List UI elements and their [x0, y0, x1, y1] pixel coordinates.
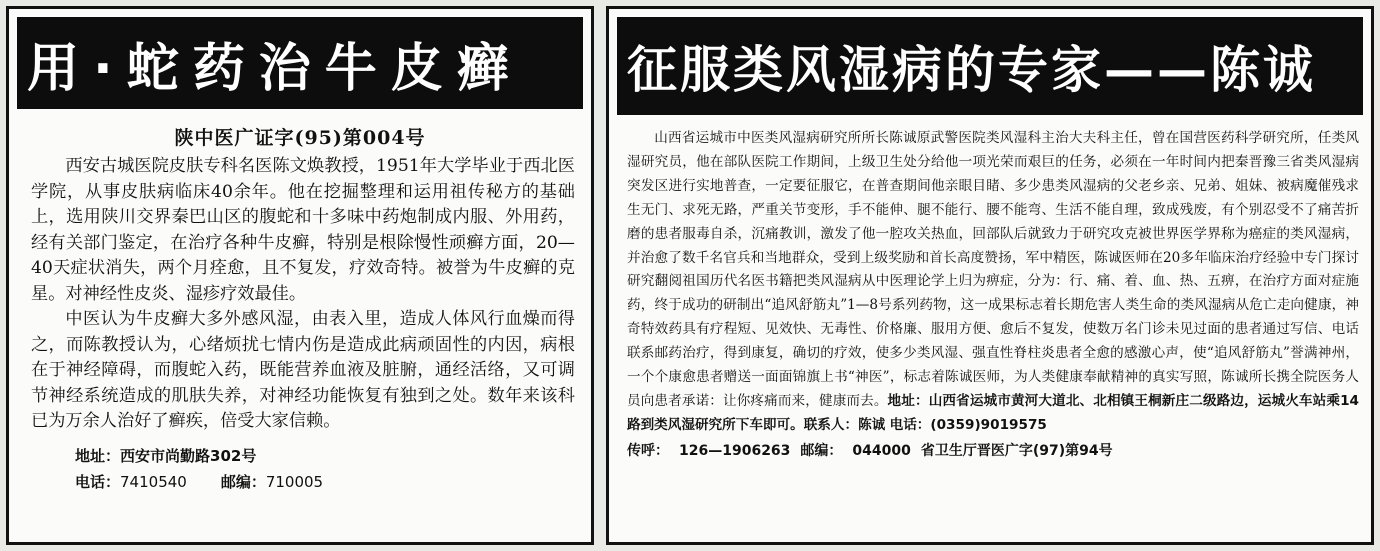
psoriasis-ad-phone-label: 电话： [75, 472, 121, 491]
rheumatism-ad-body [609, 115, 1371, 438]
rheumatism-ad-license: 省卫生厅晋医广字(97)第94号 [920, 442, 1113, 459]
rheumatism-ad-address: 山西省运城市黄河大道北、北相镇王桐新庄二级路边，运城火车站乘14路到类风湿研究所下车即可。 [627, 392, 1359, 433]
rheumatism-ad-pager-label: 传呼： [627, 442, 669, 459]
rheumatism-ad-pager: 126—1906263 [679, 442, 791, 459]
psoriasis-ad-body [9, 150, 591, 435]
rheumatism-ad-paragraph-text: 山西省运城市中医类风湿病研究所所长陈诚原武警医院类风湿科主治大夫科主任，曾在国营医药科学研究所，任类风湿研究员，他在部队医院工作期间，上级卫生处分给他一项光荣而艰巨的任务，必须在一年时间内把秦晋豫三省类风湿病突发区进行实地普查，一定要征服它，在普查期间他亲眼目睹、多少患类风湿病的父老乡亲、兄弟、姐妹、被病魔催残求生无门、求死无路，严重关节变形，手不能伸、腿不能行、腰不能弯、生活不能自理，致成残废，有个别忍受不了痛苦折磨的患者服毒自杀，沉痛教训，激发了他一腔攻关热血，回部队后就致力于研究攻克被世界医学界称为癌症的类风湿病，并治愈了数千名官兵和当地群众，受到上级奖励和首长高度赞扬，军中精医，陈诚医师在20多年临床治疗经验中专门探讨研究翻阅祖国历代名医书籍把类风湿病从中医理论学上归为痹症，分为：行、痛、着、血、热、五痹，在治疗方面对症施药，终于成功的研制出“追风舒筋丸”1—8号系列药物，这一成果标志着长期危害人类生命的类风湿病从危亡走向健康，神奇特效药具有疗程短、见效快、无毒性、价格廉、服用方便、愈后不复发，使数万名门诊未见过面的患者通过写信、电话联系邮药治疗，得到康复，确切的疗效，使多少类风湿、强直性脊柱炎患者全愈的感激心声，使“追风舒筋丸”誉满神州，一个个康愈患者赠送一面面锦旗上书“神医”，标志着陈诚医师，为人类健康奉献精神的真实写照，陈诚所长携全院医务人员向患者承诺：让你疼痛而来，健康而去。 [627, 130, 1359, 409]
psoriasis-ad-postcode: 710005 [265, 472, 324, 491]
rheumatism-ad-headline: 征服类风湿病的专家——陈诚 [617, 17, 1363, 115]
rheumatism-ad-address-label: 地址： [887, 392, 929, 409]
rheumatism-ad-footer [609, 438, 1371, 460]
rheumatism-ad [606, 6, 1374, 545]
psoriasis-ad-phone: 7410540 [120, 472, 187, 491]
rheumatism-ad-phone: (0359)9019575 [930, 416, 1047, 433]
rheumatism-ad-contact: 陈诚 [858, 416, 886, 433]
psoriasis-ad-address-row [75, 443, 591, 469]
psoriasis-ad-address-label: 地址： [75, 446, 121, 465]
psoriasis-ad-phone-row [75, 469, 591, 495]
psoriasis-ad-paragraph-2: 中医认为牛皮癣大多外感风湿，由表入里，造成人体风行血燥而得之，而陈教授认为，心绪烦扰七情内伤是造成此病顽固性的内因，病根在于神经障碍，而腹蛇入药，既能营养血液及脏腑，通经活络，又可调节神经系统造成的肌肤失养，对神经功能恢复有独到之处。数年来该科已为万余人治好了癣疾，倍受大家信赖。 [31, 309, 575, 431]
psoriasis-ad-paragraph-1: 西安古城医院皮肤专科名医陈文焕教授，1951年大学毕业于西北医学院，从事皮肤病临床40余年。他在挖掘整理和运用祖传秘方的基础上，选用陕川交界秦巴山区的腹蛇和十多味中药炮制成内服、外用药，经有关部门鉴定，在治疗各种牛皮癣，特别是根除慢性顽癣方面，20—40天症状消失，两个月痊愈，且不复发，疗效奇特。被誉为牛皮癣的克星。对神经性皮炎、湿疹疗效最佳。 [31, 156, 575, 304]
rheumatism-ad-paragraph [627, 127, 1359, 438]
psoriasis-ad-headline: 用·蛇药治牛皮癣 [17, 17, 583, 109]
psoriasis-ad [6, 6, 594, 545]
psoriasis-ad-contact [9, 435, 591, 495]
rheumatism-ad-phone-label: 电话： [889, 416, 931, 433]
psoriasis-ad-license: 陕中医广证字(95)第004号 [174, 127, 426, 149]
psoriasis-ad-postcode-label: 邮编： [220, 472, 266, 491]
psoriasis-ad-address: 西安市尚勤路302号 [120, 446, 257, 465]
rheumatism-ad-postcode-label: 邮编： [800, 442, 843, 459]
rheumatism-ad-postcode: 044000 [852, 442, 911, 459]
rheumatism-ad-contact-label: 联系人： [803, 416, 859, 433]
